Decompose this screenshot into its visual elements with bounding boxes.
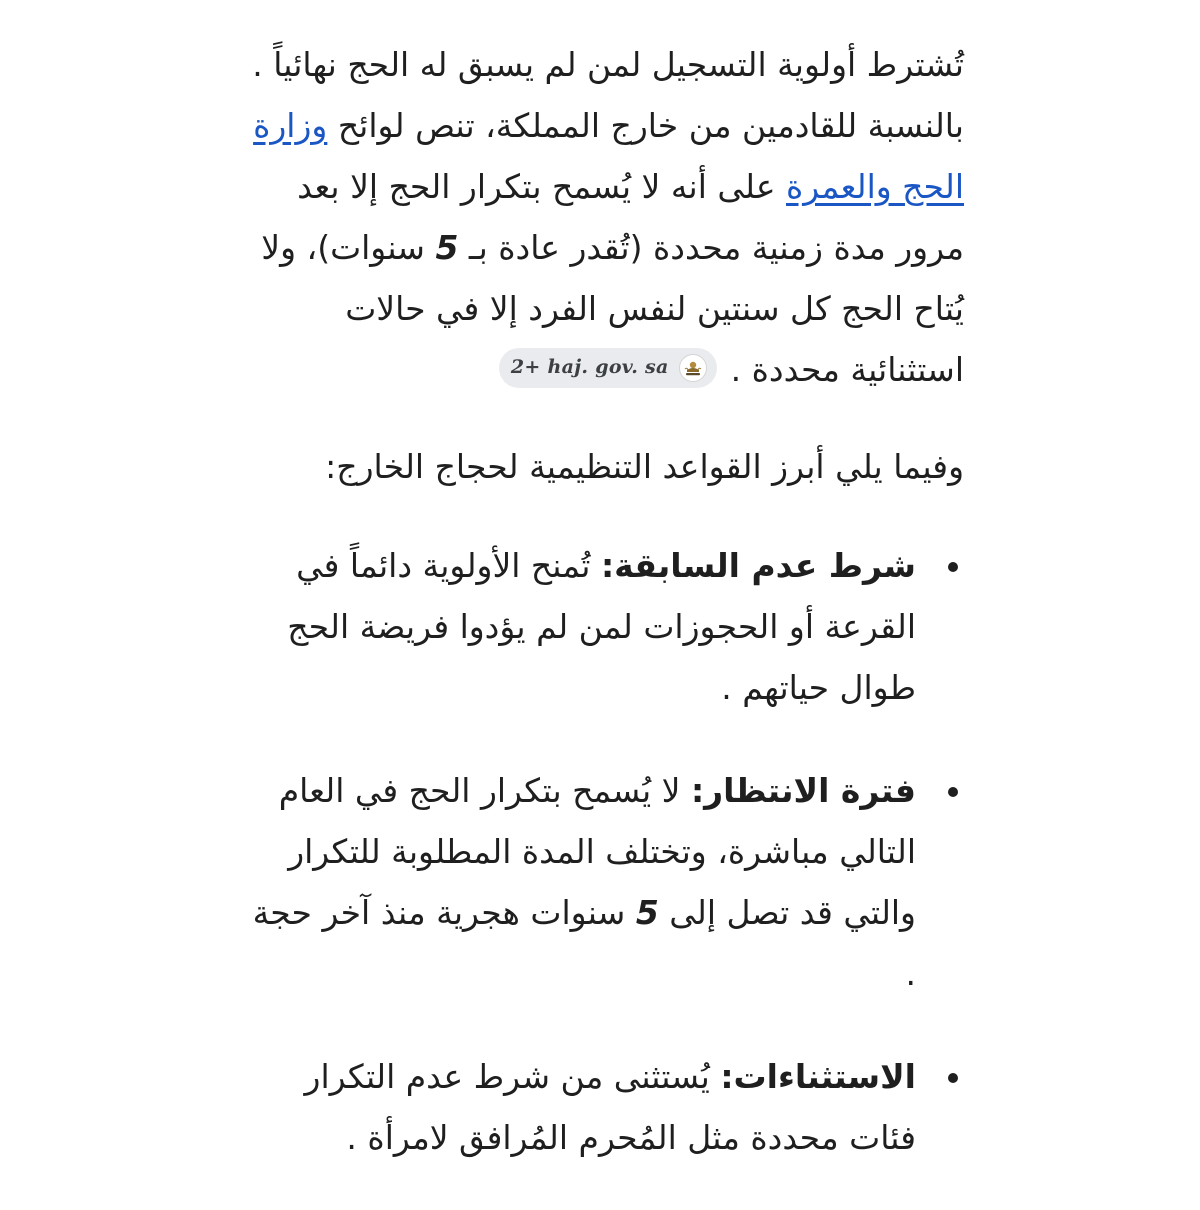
rules-intro: وفيما يلي أبرز القواعد التنظيمية لحجاج الخارج: bbox=[325, 447, 964, 486]
intro-text-part2: على أنه لا يُسمح بتكرار الحج إلا بعد مرور مدة زمنية محددة (تُقدر عادة بـ bbox=[297, 167, 964, 267]
bullet-icon bbox=[948, 787, 958, 797]
rules-list bbox=[236, 535, 964, 1168]
ministry-hajj-link[interactable]: وزارة الحج والعمرة bbox=[253, 106, 964, 206]
years-number: 5 bbox=[635, 893, 659, 932]
rule-text: تُمنح الأولوية دائماً في القرعة أو الحجوزات لمن لم يؤدوا فريضة الحج طوال حياتهم . bbox=[287, 546, 916, 707]
intro-text-part3: سنوات)، ولا يُتاح الحج كل سنتين لنفس الفرد إلا في حالات استثنائية محددة . bbox=[261, 228, 964, 389]
source-chip-label bbox=[511, 337, 669, 398]
list-item bbox=[236, 760, 964, 1004]
intro-text-part1: تُشترط أولوية التسجيل لمن لم يسبق له الحج نهائياً . بالنسبة للقادمين من خارج المملكة، تنص لوائح bbox=[252, 45, 964, 145]
intro-paragraph bbox=[236, 34, 964, 400]
ministry-of-hajj-logo-icon bbox=[679, 354, 707, 382]
source-chip-domain: haj. gov. sa bbox=[547, 356, 669, 378]
rule-text: يُستثنى من شرط عدم التكرار فئات محددة مثل المُحرم المُرافق لامرأة . bbox=[304, 1057, 916, 1157]
source-chip[interactable] bbox=[499, 348, 717, 388]
rule-title: شرط عدم السابقة: bbox=[600, 546, 916, 585]
source-chip-count: 2+ bbox=[510, 356, 541, 378]
bullet-icon bbox=[948, 562, 958, 572]
list-item bbox=[236, 1046, 964, 1168]
list-item bbox=[236, 535, 964, 718]
years-number: 5 bbox=[435, 228, 459, 267]
rule-text: لا يُسمح بتكرار الحج في العام التالي مباشرة، وتختلف المدة المطلوبة للتكرار والتي قد تصل إلى bbox=[278, 771, 916, 932]
rule-title: فترة الانتظار: bbox=[690, 771, 916, 810]
rule-title: الاستثناءات: bbox=[720, 1057, 916, 1096]
article-content bbox=[236, 34, 964, 1210]
bullet-icon bbox=[948, 1073, 958, 1083]
rule-text-after: سنوات هجرية منذ آخر حجة . bbox=[252, 893, 916, 993]
